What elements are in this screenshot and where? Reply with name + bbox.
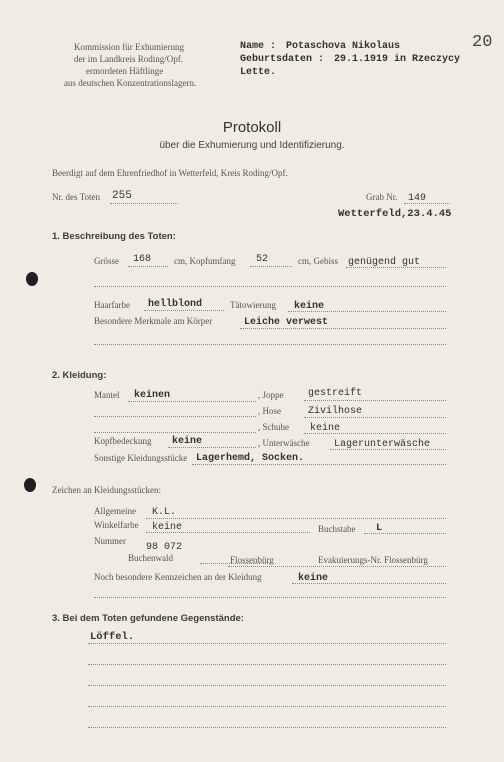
headwear-label: Kopfbedeckung: [94, 436, 152, 446]
head-value: 52: [256, 254, 269, 265]
trousers-value: Zivilhose: [308, 406, 363, 417]
name-value: Potaschova Nikolaus: [286, 41, 401, 52]
tattoo-label: Tätowierung: [230, 300, 276, 310]
other-clothing-value: Lagerhemd, Socken.: [196, 453, 305, 464]
grave-no-value: 149: [408, 193, 427, 204]
document-subtitle: über die Exhumierung und Identifizierung.: [159, 140, 345, 151]
commission-line-3: ermordeten Häftlinge: [86, 66, 164, 76]
size-value: 168: [133, 254, 152, 265]
marks-value: Leiche verwest: [244, 317, 329, 328]
hair-label: Haarfarbe: [94, 300, 130, 310]
general-value: K.L.: [152, 507, 177, 518]
section-2-heading: 2. Kleidung:: [52, 370, 107, 381]
grave-no-label: Grab Nr.: [366, 192, 398, 202]
headwear-value: keine: [172, 436, 203, 447]
cm-teeth-label: cm, Gebiss: [298, 256, 338, 266]
marks-label: Besondere Merkmale am Körper: [94, 316, 213, 326]
commission-line-1: Kommission für Exhumierung: [74, 42, 184, 52]
commission-line-2: der im Landkreis Roding/Opf.: [74, 54, 183, 64]
birth-value-2: Lette.: [240, 67, 277, 78]
angle-value: keine: [152, 522, 183, 533]
jacket-label: , Joppe: [258, 390, 284, 400]
birth-value: 29.1.1919 in Rzeczycy: [334, 54, 461, 65]
punch-hole: [26, 272, 38, 286]
dead-no-value: 255: [112, 190, 132, 202]
shoes-label: , Schuhe: [258, 422, 289, 432]
shoes-value: keine: [310, 423, 341, 434]
number-label: Nummer: [94, 536, 126, 546]
trousers-label: , Hose: [258, 406, 281, 416]
cm-head-label: cm, Kopfumfang: [174, 256, 236, 266]
commission-line-4: aus deutschen Konzentrationslagern.: [64, 78, 197, 88]
letter-label: Buchstabe: [318, 524, 356, 534]
page-number: 20: [472, 33, 493, 52]
document-title: Protokoll: [222, 119, 282, 136]
section-1-heading: 1. Beschreibung des Toten:: [52, 231, 176, 242]
punch-hole: [24, 478, 36, 492]
general-label: Allgemeine: [94, 506, 136, 516]
teeth-value: genügend gut: [348, 257, 421, 268]
found-items-value: Löffel.: [90, 631, 135, 643]
birth-label: Geburtsdaten :: [240, 54, 325, 65]
underwear-value: Lagerunterwäsche: [334, 439, 431, 450]
size-label: Grösse: [94, 256, 119, 266]
flossenburg-label: Flossenbürg: [230, 555, 274, 565]
section-3-heading: 3. Bei dem Toten gefundene Gegenstände:: [52, 613, 244, 624]
dead-no-label: Nr. des Toten: [52, 192, 100, 202]
other-marks-value: keine: [298, 573, 329, 584]
jacket-value: gestreift: [308, 388, 363, 399]
underwear-label: , Unterwäsche: [258, 438, 310, 448]
number-value: 98 072: [146, 542, 183, 553]
coat-value: keinen: [134, 390, 171, 401]
coat-label: Mantel: [94, 390, 120, 400]
hair-value: hellblond: [148, 299, 203, 310]
buchenwald-label: Buchenwald: [128, 553, 173, 563]
letter-value: L: [376, 523, 383, 534]
other-clothing-label: Sonstige Kleidungsstücke: [94, 453, 188, 463]
tattoo-value: keine: [294, 301, 325, 312]
name-label: Name :: [240, 41, 277, 52]
evacuation-no-label: Evakuierungs-Nr. Flossenbürg: [318, 555, 428, 565]
burial-line: Beerdigt auf dem Ehrenfriedhof in Wetterfeld, Kreis Roding/Opf.: [52, 168, 288, 178]
other-marks-label: Noch besondere Kennzeichen an der Kleidung: [94, 572, 262, 582]
angle-label: Winkelfarbe: [94, 520, 139, 530]
place-date: Wetterfeld,23.4.45: [338, 208, 452, 220]
marks-heading: Zeichen an Kleidungsstücken:: [52, 485, 161, 495]
